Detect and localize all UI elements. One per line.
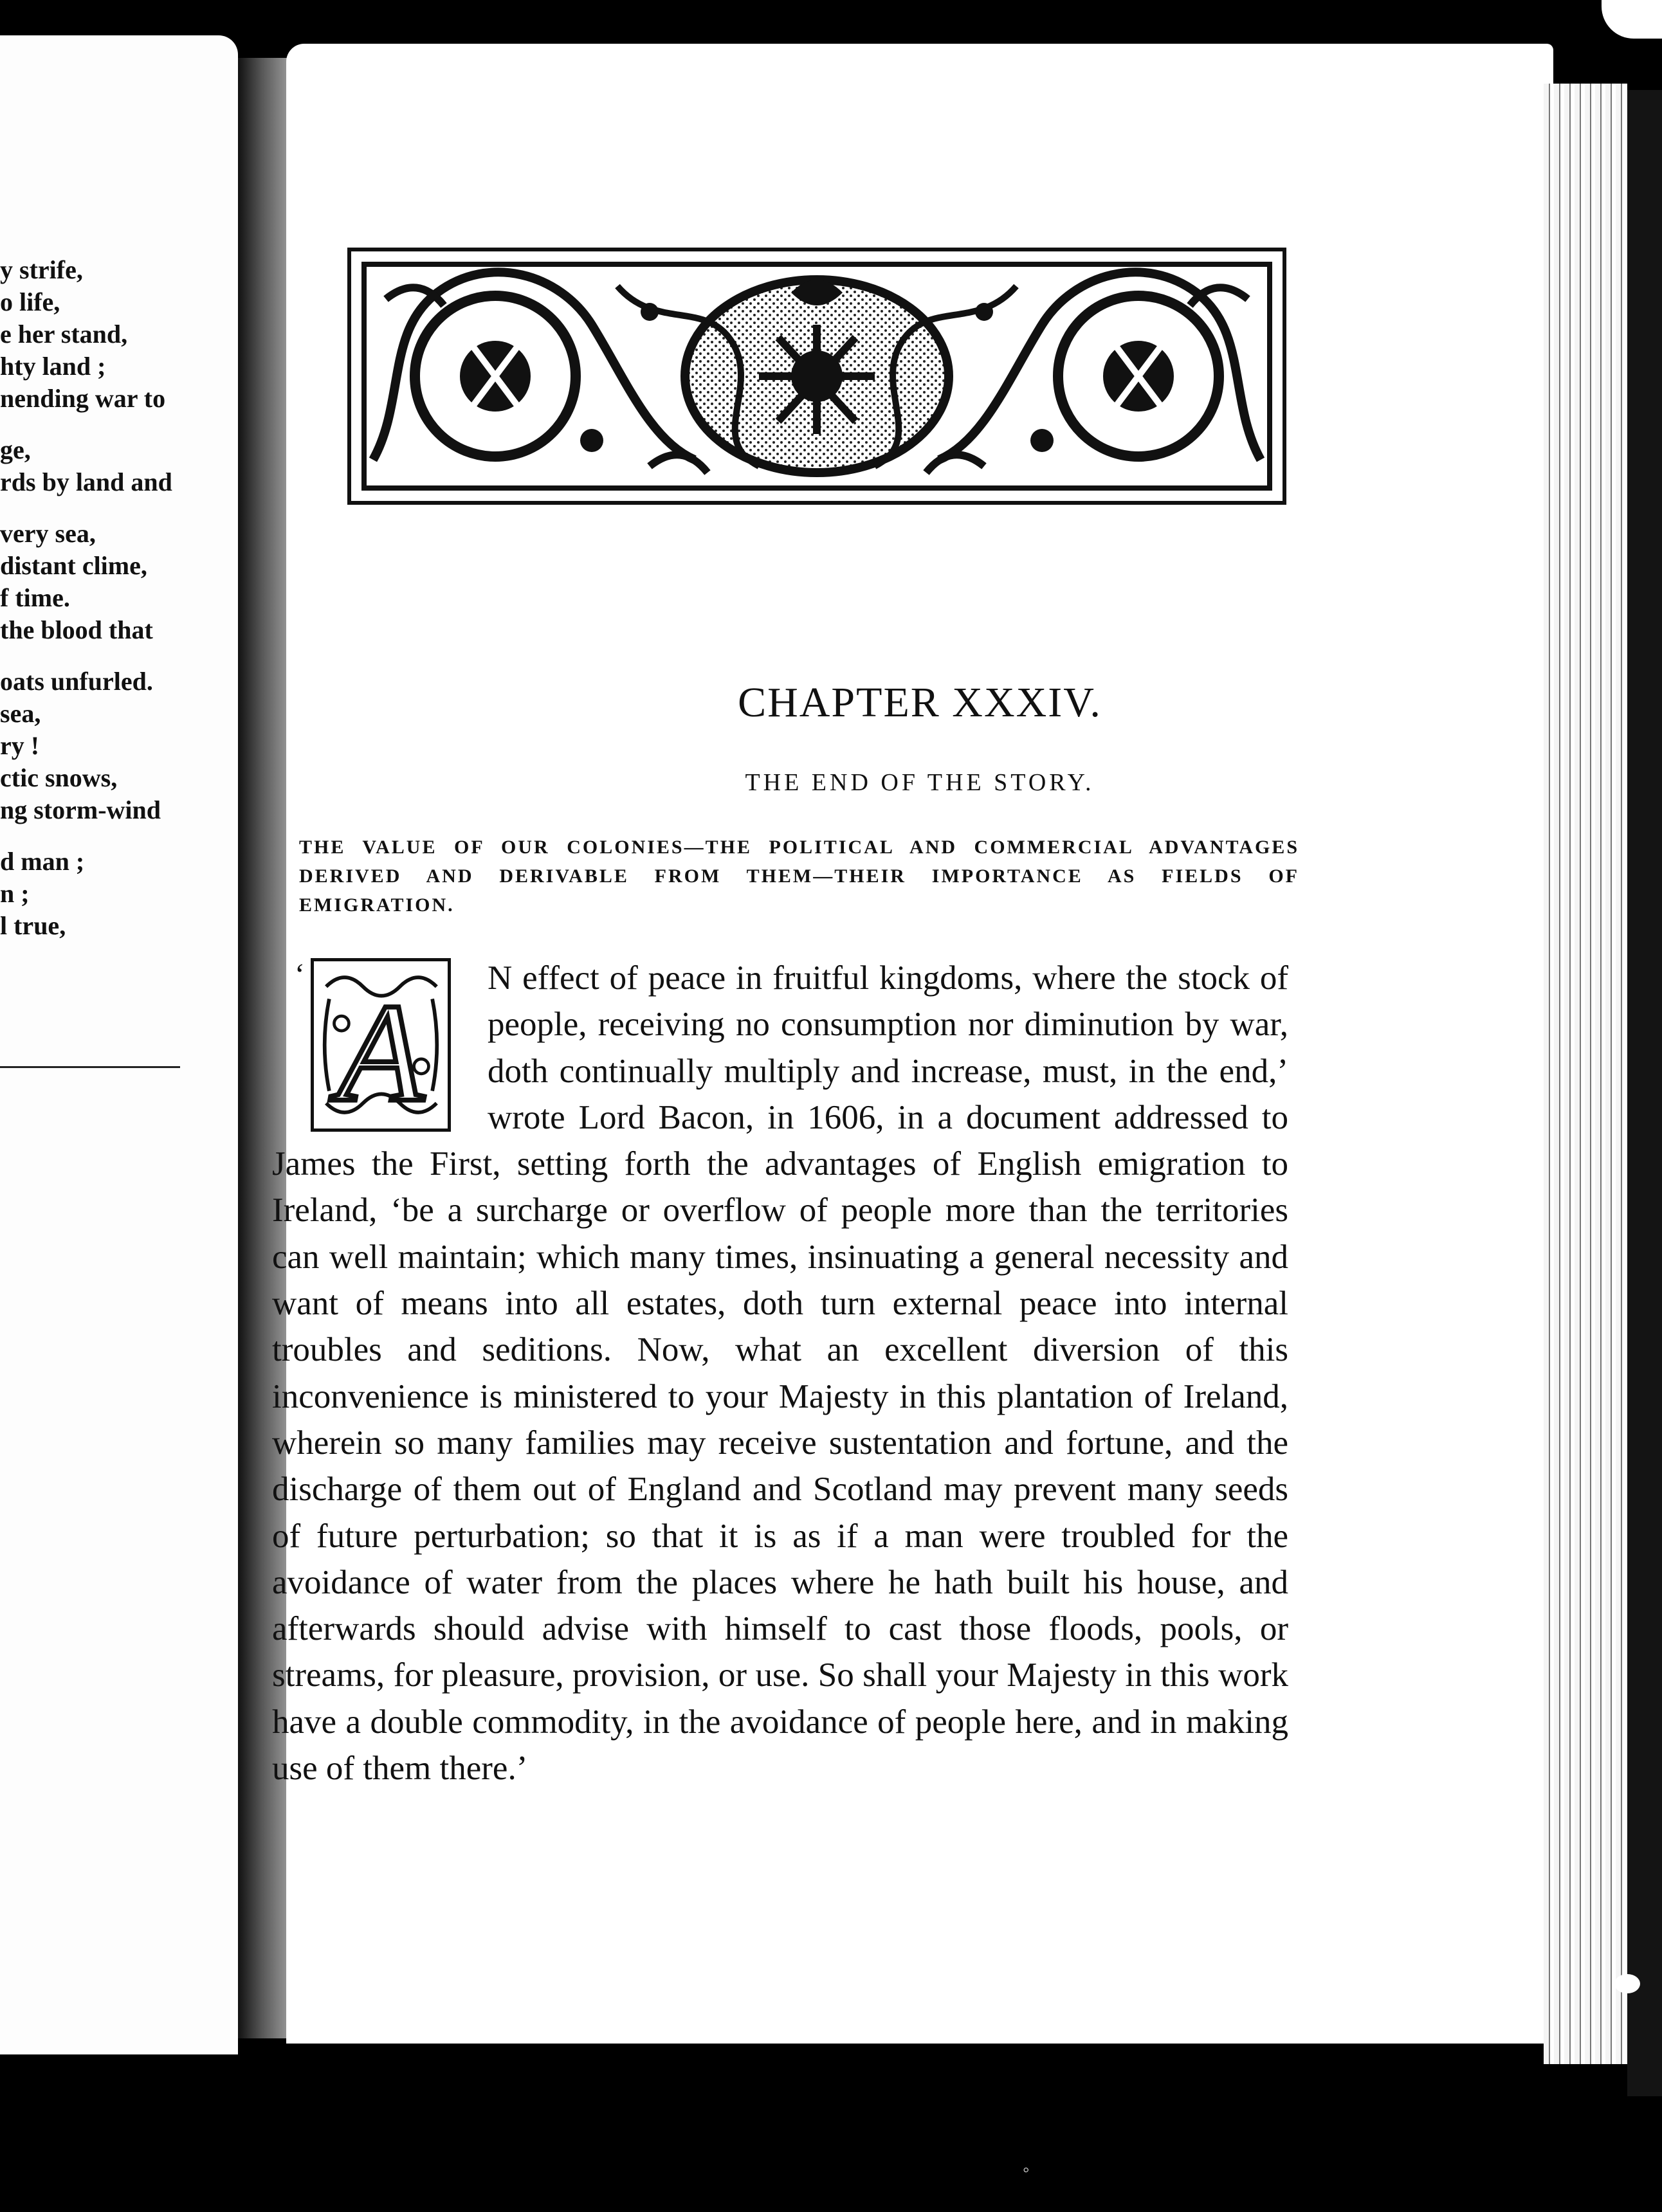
left-line: ge, — [0, 435, 31, 464]
corner-tear — [1602, 0, 1662, 39]
story-title: THE END OF THE STORY. — [745, 769, 1095, 796]
paper-mark: ◦ — [1023, 2159, 1030, 2180]
left-line: d man ; — [0, 847, 85, 876]
edge-shadow — [1627, 90, 1662, 2096]
left-line: l true, — [0, 911, 66, 940]
left-line: o life, — [0, 287, 60, 316]
left-line: e her stand, — [0, 320, 128, 349]
page-edges — [1544, 84, 1627, 2064]
left-line: the blood that — [0, 615, 153, 644]
left-line: ctic snows, — [0, 763, 118, 792]
paper-speck — [1614, 1974, 1640, 1993]
body-paragraph: N effect of peace in fruitful kingdoms, where the stock of people, receiving no consumption nor diminution by war, doth continually multiply and increase, must, in the end,’ wrote Lord Bacon, in 1606, in a document addressed to James the First, setting forth the advantages of English emigration to Ireland, ‘be a surcharge or overflow of people more than the territories can well maintain; which many times, insinuating a general necessity and want of means into all estates, doth turn external peace into internal troubles and seditions. Now, what an excellent diversion of this inconvenience is ministered to your Majesty in this plantation of Ireland, wherein so many families may receive sustentation and fortune, and the discharge of them out of England and Scotland may prevent many seeds of future perturbation; so that it is as if a man were troubled for the avoidance of water from the places where he hath built his house, and afterwards should advise with himself to cast those floods, pools, or streams, for pleasure, provision, or use. So shall your Majesty in this work have a double commodity, in the avoidance of people here, and in making use of them there.’ — [272, 959, 1288, 1788]
left-line: very sea, — [0, 519, 96, 548]
left-line: distant clime, — [0, 551, 147, 580]
left-line: n ; — [0, 879, 30, 908]
ornamental-headpiece — [347, 248, 1286, 505]
opening-quote-mark: ‘ — [295, 957, 305, 992]
left-line: oats unfurled. — [0, 667, 153, 696]
left-line: sea, — [0, 699, 41, 728]
left-line: ng storm-wind — [0, 795, 161, 824]
left-line: rds by land and — [0, 467, 172, 496]
left-page-fragment — [0, 35, 238, 2054]
left-page-rule — [0, 1066, 180, 1068]
left-line: ry ! — [0, 731, 40, 760]
left-line: f time. — [0, 583, 70, 612]
chapter-title: CHAPTER XXXIV. — [738, 679, 1102, 726]
left-line: hty land ; — [0, 352, 106, 381]
left-line: nending war to — [0, 384, 166, 413]
left-page-text — [0, 254, 206, 942]
left-line: y strife, — [0, 255, 83, 284]
drop-cap-letter: A — [337, 974, 425, 1131]
chapter-summary: THE VALUE OF OUR COLONIES—THE POLITICAL AND COMMERCIAL ADVANTAGES DERIVED AND DERIVABLE FROM THEM—THEIR IMPORTANCE AS FIELDS OF EMIGRATION. — [299, 837, 1299, 916]
